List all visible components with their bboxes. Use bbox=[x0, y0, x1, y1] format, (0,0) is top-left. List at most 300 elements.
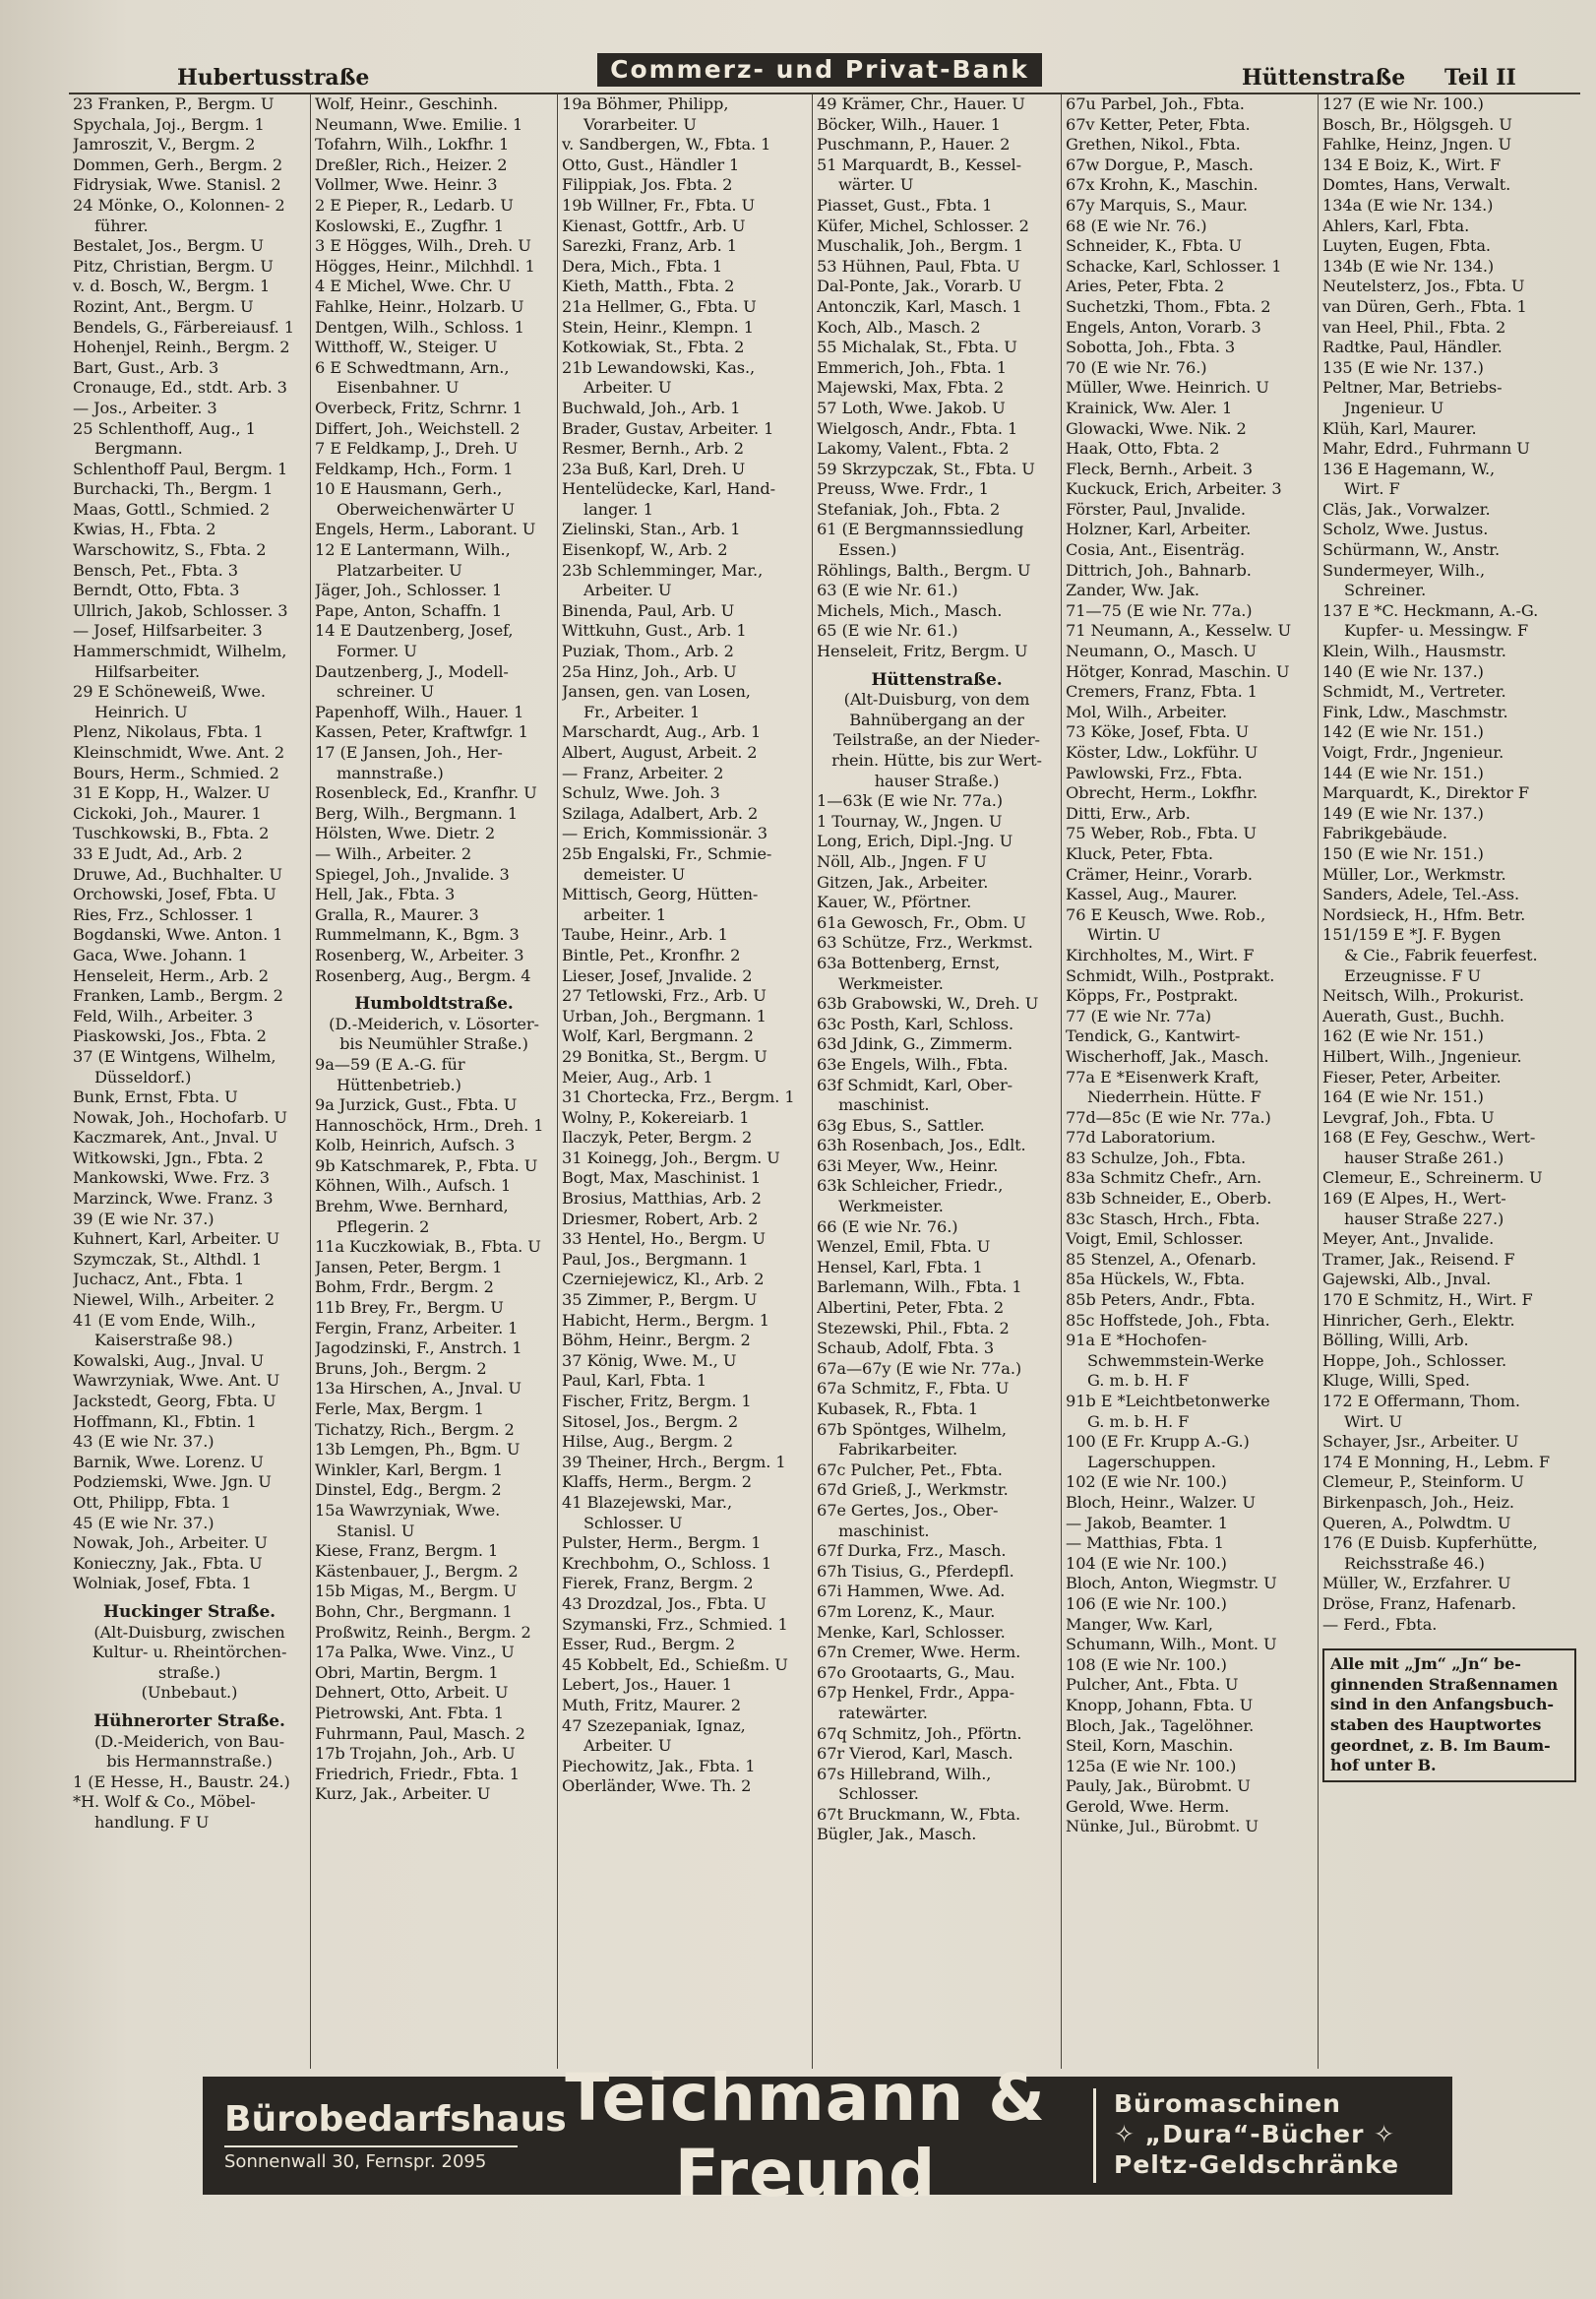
directory-entry: 1 (E Hesse, H., Baustr. 24.) bbox=[73, 1771, 290, 1791]
directory-entry: Müller, Lor., Werkmstr. bbox=[1322, 864, 1506, 884]
directory-entry: 35 Zimmer, P., Bergm. U bbox=[562, 1290, 758, 1310]
street-heading: Hüttenstraße. bbox=[871, 669, 1003, 690]
directory-entry: 67e Gertes, Jos., Ober- bbox=[817, 1500, 999, 1520]
directory-entry: Hammerschmidt, Wilhelm, bbox=[73, 642, 287, 661]
footer-right-line-1: Büromaschinen bbox=[1114, 2089, 1341, 2118]
directory-entry: Bestalet, Jos., Bergm. U bbox=[73, 236, 264, 256]
directory-entry: Overbeck, Fritz, Schrnr. 1 bbox=[315, 398, 523, 417]
directory-entry: Ahlers, Karl, Fbta. bbox=[1322, 216, 1470, 235]
directory-entry: 144 (E wie Nr. 151.) bbox=[1322, 763, 1484, 782]
directory-entry: 67h Tisius, G., Pferdepfl. bbox=[817, 1561, 1014, 1581]
directory-entry: Arbeiter. U bbox=[583, 581, 672, 600]
directory-entry: handlung. F U bbox=[94, 1812, 210, 1832]
directory-entry: Mahr, Edrd., Fuhrmann U bbox=[1322, 439, 1530, 459]
directory-entry: 66 (E wie Nr. 76.) bbox=[817, 1216, 958, 1236]
directory-entry: Czerniejewicz, Kl., Arb. 2 bbox=[562, 1270, 765, 1289]
directory-entry: Schaub, Adolf, Fbta. 3 bbox=[817, 1338, 995, 1358]
directory-entry: Spychala, Joj., Bergm. 1 bbox=[73, 114, 265, 134]
directory-entry: Maas, Gottl., Schmied. 2 bbox=[73, 499, 271, 519]
directory-entry: Kiese, Franz, Bergm. 1 bbox=[315, 1541, 499, 1561]
index-note-line: sind in den Anfangsbuch- bbox=[1330, 1695, 1554, 1714]
directory-entry: Fleck, Bernh., Arbeit. 3 bbox=[1066, 459, 1253, 478]
directory-entry: 83b Schneider, E., Oberb. bbox=[1066, 1189, 1272, 1209]
directory-entry: 31 E Kopp, H., Walzer. U bbox=[73, 783, 271, 803]
directory-entry: Dehnert, Otto, Arbeit. U bbox=[315, 1683, 509, 1703]
directory-entry: Szymczak, St., Althdl. 1 bbox=[73, 1249, 263, 1269]
directory-entry: Sarezki, Franz, Arb. 1 bbox=[562, 236, 737, 256]
directory-entry: Henseleit, Fritz, Bergm. U bbox=[817, 642, 1028, 661]
directory-entry: bis Hermannstraße.) bbox=[106, 1752, 273, 1771]
directory-entry: 134b (E wie Nr. 134.) bbox=[1322, 256, 1495, 276]
directory-entry: Hinricher, Gerh., Elektr. bbox=[1322, 1310, 1515, 1330]
column-1 bbox=[69, 94, 311, 2069]
directory-entry: Arbeiter. U bbox=[583, 378, 672, 398]
directory-entry: 63d Jdink, G., Zimmerm. bbox=[817, 1034, 1013, 1054]
directory-entry: Habicht, Herm., Bergm. 1 bbox=[562, 1310, 769, 1330]
directory-entry: 91b E *Leichtbetonwerke bbox=[1066, 1392, 1270, 1410]
directory-entry: Dautzenberg, J., Modell- bbox=[315, 661, 509, 681]
directory-entry: Kubasek, R., Fbta. 1 bbox=[817, 1399, 979, 1418]
directory-entry: Bosch, Br., Hölgsgeh. U bbox=[1322, 114, 1512, 134]
directory-entry: Neumann, Wwe. Emilie. 1 bbox=[315, 114, 523, 134]
directory-entry: Konieczny, Jak., Fbta. U bbox=[73, 1553, 263, 1573]
header-part-number: Teil II bbox=[1444, 65, 1516, 91]
column-4 bbox=[813, 94, 1062, 2069]
directory-entry: Hoffmann, Kl., Fbtin. 1 bbox=[73, 1411, 257, 1431]
directory-entry: 25 Schlenthoff, Aug., 1 bbox=[73, 418, 256, 438]
column-5 bbox=[1062, 94, 1319, 2069]
directory-entry: Nöll, Alb., Jngen. F U bbox=[817, 851, 987, 871]
directory-entry: 57 Loth, Wwe. Jakob. U bbox=[817, 398, 1006, 417]
directory-entry: Hüttenbetrieb.) bbox=[337, 1075, 461, 1094]
directory-entry: Cläs, Jak., Vorwalzer. bbox=[1322, 499, 1491, 519]
directory-entry: — Erich, Kommissionär. 3 bbox=[562, 824, 767, 843]
directory-entry: Fierek, Franz, Bergm. 2 bbox=[562, 1574, 754, 1593]
directory-entry: führer. bbox=[94, 216, 149, 235]
directory-entry: 170 E Schmitz, H., Wirt. F bbox=[1322, 1290, 1533, 1310]
directory-entry: Wirt. F bbox=[1344, 479, 1400, 499]
directory-entry: Jansen, gen. van Losen, bbox=[562, 682, 751, 702]
directory-entry: Buchwald, Joh., Arb. 1 bbox=[562, 398, 741, 417]
directory-entry: Tofahrn, Wilh., Lokfhr. 1 bbox=[315, 135, 510, 155]
directory-entry: Ilaczyk, Peter, Bergm. 2 bbox=[562, 1128, 753, 1148]
directory-entry: Hell, Jak., Fbta. 3 bbox=[315, 885, 456, 904]
directory-entry: Albertini, Peter, Fbta. 2 bbox=[817, 1298, 1005, 1318]
directory-entry: Scholz, Wwe. Justus. bbox=[1322, 520, 1489, 539]
directory-entry: Bloch, Jak., Tagelöhner. bbox=[1066, 1715, 1255, 1735]
directory-entry: 9b Katschmarek, P., Fbta. U bbox=[315, 1155, 538, 1175]
directory-entry: Wielgosch, Andr., Fbta. 1 bbox=[817, 418, 1018, 438]
directory-entry: Bölling, Willi, Arb. bbox=[1322, 1331, 1469, 1350]
directory-entry: 77 (E wie Nr. 77a) bbox=[1066, 1006, 1211, 1025]
directory-entry: Krainick, Ww. Aler. 1 bbox=[1066, 398, 1233, 417]
directory-entry: Klein, Wilh., Hausmstr. bbox=[1322, 642, 1506, 661]
directory-entry: Stanisl. U bbox=[337, 1521, 415, 1540]
directory-entry: 150 (E wie Nr. 151.) bbox=[1322, 843, 1484, 863]
directory-entry: Meyer, Ant., Jnvalide. bbox=[1322, 1229, 1495, 1249]
directory-entry: Klaffs, Herm., Bergm. 2 bbox=[562, 1472, 752, 1492]
directory-entry: Neitsch, Wilh., Prokurist. bbox=[1322, 986, 1524, 1006]
directory-entry: 85b Peters, Andr., Fbta. bbox=[1066, 1290, 1256, 1310]
directory-entry: Luyten, Eugen, Fbta. bbox=[1322, 236, 1491, 256]
directory-entry: Schlenthoff Paul, Bergm. 1 bbox=[73, 459, 288, 478]
directory-entry: maschinist. bbox=[838, 1095, 930, 1115]
directory-entry: 67y Marquis, S., Maur. bbox=[1066, 195, 1248, 215]
directory-entry: Bart, Gust., Arb. 3 bbox=[73, 357, 219, 377]
directory-entry: Bensch, Pet., Fbta. 3 bbox=[73, 560, 238, 580]
directory-entry: 67s Hillebrand, Wilh., bbox=[817, 1764, 992, 1783]
directory-entry: Kaiserstraße 98.) bbox=[94, 1331, 233, 1350]
directory-entry: Hentelüdecke, Karl, Hand- bbox=[562, 479, 775, 499]
directory-entry: Kurz, Jak., Arbeiter. U bbox=[315, 1784, 491, 1804]
directory-entry: Bloch, Heinr., Walzer. U bbox=[1066, 1492, 1256, 1512]
directory-entry: Cronauge, Ed., stdt. Arb. 3 bbox=[73, 378, 287, 398]
directory-entry: Köster, Ldw., Lokführ. U bbox=[1066, 743, 1258, 762]
directory-entry: Schumann, Wilh., Mont. U bbox=[1066, 1635, 1277, 1654]
directory-entry: Bohm, Frdr., Bergm. 2 bbox=[315, 1277, 494, 1297]
directory-entry: 31 Koinegg, Joh., Bergm. U bbox=[562, 1148, 780, 1167]
directory-entry: 63a Bottenberg, Ernst, bbox=[817, 953, 1001, 972]
directory-entry: hauser Straße 261.) bbox=[1344, 1148, 1504, 1167]
directory-entry: Peltner, Mar, Betriebs- bbox=[1322, 378, 1503, 398]
directory-entry: 67q Schmitz, Joh., Pförtn. bbox=[817, 1723, 1022, 1743]
directory-entry: Burchacki, Th., Bergm. 1 bbox=[73, 479, 274, 499]
directory-entry: Berg, Wilh., Bergmann. 1 bbox=[315, 803, 519, 823]
directory-entry: Marschardt, Aug., Arb. 1 bbox=[562, 722, 762, 742]
directory-entry: Juchacz, Ant., Fbta. 1 bbox=[73, 1270, 245, 1289]
directory-entry: straße.) bbox=[157, 1662, 221, 1682]
directory-entry: (Unbebaut.) bbox=[141, 1683, 238, 1703]
directory-entry: Sobotta, Joh., Fbta. 3 bbox=[1066, 338, 1236, 357]
directory-entry: Jäger, Joh., Schlosser. 1 bbox=[315, 581, 503, 600]
directory-entry: Pulster, Herm., Bergm. 1 bbox=[562, 1533, 762, 1553]
directory-entry: Obri, Martin, Bergm. 1 bbox=[315, 1662, 499, 1682]
directory-entry: Bours, Herm., Schmied. 2 bbox=[73, 763, 279, 782]
directory-entry: Zander, Ww. Jak. bbox=[1066, 581, 1199, 600]
directory-entry: Niederrhein. Hütte. F bbox=[1087, 1087, 1261, 1107]
directory-entry: 67n Cremer, Wwe. Herm. bbox=[817, 1643, 1021, 1662]
directory-entry: 63e Engels, Wilh., Fbta. bbox=[817, 1054, 1009, 1074]
directory-entry: 59 Skrzypczak, St., Fbta. U bbox=[817, 459, 1035, 478]
directory-entry: Resmer, Bernh., Arb. 2 bbox=[562, 439, 744, 459]
directory-entry: 11a Kuczkowiak, B., Fbta. U bbox=[315, 1237, 541, 1257]
directory-entry: 41 Blazejewski, Mar., bbox=[562, 1492, 732, 1512]
directory-entry: 43 Drozdzal, Jos., Fbta. U bbox=[562, 1593, 767, 1613]
directory-entry: Platzarbeiter. U bbox=[337, 560, 462, 580]
directory-entry: 140 (E wie Nr. 137.) bbox=[1322, 661, 1484, 681]
directory-entry: 63c Posth, Karl, Schloss. bbox=[817, 1014, 1014, 1033]
directory-entry: 15b Migas, M., Bergm. U bbox=[315, 1582, 518, 1601]
directory-entry: Koslowski, E., Zugfhr. 1 bbox=[315, 216, 504, 235]
directory-entry: Bügler, Jak., Masch. bbox=[817, 1825, 977, 1844]
directory-entry: Clemeur, E., Schreinerm. U bbox=[1322, 1168, 1543, 1188]
directory-entry: 169 (E Alpes, H., Wert- bbox=[1322, 1189, 1506, 1209]
directory-entry: *H. Wolf & Co., Möbel- bbox=[73, 1792, 256, 1812]
directory-entry: Stein, Heinr., Klempn. 1 bbox=[562, 317, 754, 337]
directory-entry: Former. U bbox=[337, 642, 417, 661]
directory-entry: Crämer, Heinr., Vorarb. bbox=[1066, 864, 1253, 884]
directory-entry: Bohn, Chr., Bergmann. 1 bbox=[315, 1601, 513, 1621]
directory-entry: Kuhnert, Karl, Arbeiter. U bbox=[73, 1229, 280, 1249]
directory-entry: Teilstraße, an der Nieder- bbox=[833, 730, 1040, 750]
directory-entry: Szilaga, Adalbert, Arb. 2 bbox=[562, 803, 759, 823]
directory-entry: 23a Buß, Karl, Dreh. U bbox=[562, 459, 746, 478]
column-3 bbox=[558, 94, 813, 2069]
directory-entry: Wolf, Heinr., Geschinh. bbox=[315, 94, 499, 113]
directory-entry: ratewärter. bbox=[838, 1703, 928, 1722]
directory-entry: Knopp, Johann, Fbta. U bbox=[1066, 1695, 1254, 1714]
directory-entry: Levgraf, Joh., Fbta. U bbox=[1322, 1107, 1495, 1127]
directory-entry: Bintle, Pet., Kronfhr. 2 bbox=[562, 945, 741, 964]
footer-brand-left: Bürobedarfshaus bbox=[224, 2099, 567, 2140]
directory-entry: Fidrysiak, Wwe. Stanisl. 2 bbox=[73, 175, 281, 195]
directory-entry: Pietrowski, Ant. Fbta. 1 bbox=[315, 1703, 504, 1722]
directory-entry: Gaca, Wwe. Johann. 1 bbox=[73, 945, 248, 964]
directory-entry: Marquardt, K., Direktor F bbox=[1322, 783, 1529, 803]
directory-entry: Haak, Otto, Fbta. 2 bbox=[1066, 439, 1220, 459]
directory-entry: hauser Straße.) bbox=[874, 771, 1000, 790]
directory-entry: Manger, Ww. Karl, bbox=[1066, 1614, 1213, 1634]
directory-entry: 176 (E Duisb. Kupferhütte, bbox=[1322, 1533, 1538, 1553]
directory-entry: 19b Willner, Fr., Fbta. U bbox=[562, 195, 756, 215]
directory-entry: G. m. b. H. F bbox=[1087, 1411, 1190, 1431]
directory-entry: Wittkuhn, Gust., Arb. 1 bbox=[562, 621, 747, 641]
directory-entry: 25b Engalski, Fr., Schmie- bbox=[562, 843, 772, 863]
directory-entry: Dal-Ponte, Jak., Vorarb. U bbox=[817, 277, 1022, 296]
directory-entry: Fergin, Franz, Arbeiter. 1 bbox=[315, 1318, 519, 1337]
directory-entry: Grethen, Nikol., Fbta. bbox=[1066, 135, 1241, 155]
directory-entry: Tramer, Jak., Reisend. F bbox=[1322, 1249, 1515, 1269]
directory-entry: Wirtin. U bbox=[1087, 925, 1161, 945]
directory-entry: Kupfer- u. Messingw. F bbox=[1344, 621, 1529, 641]
directory-entry: Druwe, Ad., Buchhalter. U bbox=[73, 864, 282, 884]
directory-entry: Cremers, Franz, Fbta. 1 bbox=[1066, 682, 1258, 702]
directory-entry: 61a Gewosch, Fr., Obm. U bbox=[817, 912, 1026, 932]
directory-entry: Podziemski, Wwe. Jgn. U bbox=[73, 1472, 272, 1492]
footer-left bbox=[203, 2099, 567, 2172]
directory-entry: 67t Bruckmann, W., Fbta. bbox=[817, 1804, 1021, 1824]
directory-entry: Pflegerin. 2 bbox=[337, 1216, 430, 1236]
directory-entry: Esser, Rud., Bergm. 2 bbox=[562, 1635, 736, 1654]
directory-entry: — Franz, Arbeiter. 2 bbox=[562, 763, 724, 782]
directory-entry: 67a Schmitz, F., Fbta. U bbox=[817, 1379, 1010, 1398]
directory-entry: Antonczik, Karl, Masch. 1 bbox=[817, 296, 1022, 316]
directory-entry: Köhnen, Wilh., Aufsch. 1 bbox=[315, 1176, 512, 1196]
directory-entry: 47 Szezepaniak, Ignaz, bbox=[562, 1715, 746, 1735]
directory-entry: Brader, Gustav, Arbeiter. 1 bbox=[562, 418, 774, 438]
street-heading: Huckinger Straße. bbox=[103, 1601, 276, 1622]
directory-entry: Pulcher, Ant., Fbta. U bbox=[1066, 1675, 1239, 1695]
index-note-box bbox=[1322, 1648, 1576, 1782]
directory-entry: Krechbohm, O., Schloss. 1 bbox=[562, 1553, 772, 1573]
directory-entry: Schmidt, Wilh., Postprakt. bbox=[1066, 965, 1275, 985]
directory-entry: Cickoki, Joh., Maurer. 1 bbox=[73, 803, 262, 823]
directory-entry: 65 (E wie Nr. 61.) bbox=[817, 621, 958, 641]
directory-entry: 83a Schmitz Chefr., Arn. bbox=[1066, 1168, 1262, 1188]
directory-entry: Müller, Wwe. Heinrich. U bbox=[1066, 378, 1269, 398]
directory-entry: 134 E Boiz, K., Wirt. F bbox=[1322, 155, 1502, 174]
directory-entry: 142 (E wie Nr. 151.) bbox=[1322, 722, 1484, 742]
directory-entry: Majewski, Max, Fbta. 2 bbox=[817, 378, 1005, 398]
directory-entry: Puschmann, P., Hauer. 2 bbox=[817, 135, 1011, 155]
directory-entry: 13a Hirschen, A., Jnval. U bbox=[315, 1379, 522, 1398]
directory-entry: 14 E Dautzenberg, Josef, bbox=[315, 621, 514, 641]
directory-entry: Pauly, Jak., Bürobmt. U bbox=[1066, 1776, 1251, 1796]
directory-entry: 37 (E Wintgens, Wilhelm, bbox=[73, 1046, 276, 1066]
directory-entry: Hilfsarbeiter. bbox=[94, 661, 201, 681]
directory-entry: 27 Tetlowski, Frz., Arb. U bbox=[562, 986, 767, 1006]
directory-entry: Kwias, H., Fbta. 2 bbox=[73, 520, 216, 539]
column-2 bbox=[311, 94, 558, 2069]
directory-entry: 63k Schleicher, Friedr., bbox=[817, 1176, 1004, 1196]
directory-entry: Jamroszit, V., Bergm. 2 bbox=[73, 135, 256, 155]
directory-entry: 172 E Offermann, Thom. bbox=[1322, 1392, 1520, 1410]
directory-entry: Henseleit, Herm., Arb. 2 bbox=[73, 965, 269, 985]
directory-entry: Berndt, Otto, Fbta. 3 bbox=[73, 581, 240, 600]
directory-entry: 43 (E wie Nr. 37.) bbox=[73, 1432, 215, 1452]
directory-entry: Jagodzinski, F., Anstrch. 1 bbox=[315, 1338, 522, 1358]
directory-entry: Niewel, Wilh., Arbeiter. 2 bbox=[73, 1290, 275, 1310]
directory-entry: — Wilh., Arbeiter. 2 bbox=[315, 843, 472, 863]
directory-entry: Jansen, Peter, Bergm. 1 bbox=[315, 1257, 503, 1276]
directory-entry: 134a (E wie Nr. 134.) bbox=[1322, 195, 1494, 215]
directory-entry: Reichsstraße 46.) bbox=[1344, 1553, 1485, 1573]
directory-entry: 17a Palka, Wwe. Vinz., U bbox=[315, 1643, 515, 1662]
directory-entry: Lakomy, Valent., Fbta. 2 bbox=[817, 439, 1010, 459]
street-heading: Humboldtstraße. bbox=[354, 994, 514, 1015]
directory-entry: 125a (E wie Nr. 100.) bbox=[1066, 1756, 1237, 1775]
directory-entry: 53 Hühnen, Paul, Fbta. U bbox=[817, 256, 1020, 276]
directory-entry: Kienast, Gottfr., Arb. U bbox=[562, 216, 746, 235]
directory-entry: Nowak, Joh., Arbeiter. U bbox=[73, 1533, 268, 1553]
directory-entry: Paul, Karl, Fbta. 1 bbox=[562, 1371, 707, 1391]
directory-entry: — Matthias, Fbta. 1 bbox=[1066, 1533, 1224, 1553]
directory-entry: 67a—67y (E wie Nr. 77a.) bbox=[817, 1358, 1022, 1378]
directory-entry: bis Neumühler Straße.) bbox=[339, 1034, 528, 1054]
directory-entry: 67d Grieß, J., Werkmstr. bbox=[817, 1480, 1009, 1500]
directory-entry: Holzner, Karl, Arbeiter. bbox=[1066, 520, 1252, 539]
directory-entry: Winkler, Karl, Bergm. 1 bbox=[315, 1460, 503, 1479]
directory-entry: 63b Grabowski, W., Dreh. U bbox=[817, 994, 1039, 1014]
directory-entry: Barlemann, Wilh., Fbta. 1 bbox=[817, 1277, 1022, 1297]
directory-entry: Kauer, W., Pförtner. bbox=[817, 893, 972, 912]
directory-entry: Oberweichenwärter U bbox=[337, 499, 516, 519]
directory-entry: v. Sandbergen, W., Fbta. 1 bbox=[562, 135, 771, 155]
directory-entry: Fieser, Peter, Arbeiter. bbox=[1322, 1067, 1502, 1087]
directory-entry: 85a Hückels, W., Fbta. bbox=[1066, 1270, 1246, 1289]
directory-entry: 3 E Högges, Wilh., Dreh. U bbox=[315, 236, 531, 256]
directory-entry: 15a Wawrzyniak, Wwe. bbox=[315, 1500, 501, 1520]
directory-entry: 100 (E Fr. Krupp A.-G.) bbox=[1066, 1432, 1250, 1452]
directory-entry: Vollmer, Wwe. Heinr. 3 bbox=[315, 175, 498, 195]
directory-entry: Long, Erich, Dipl.-Jng. U bbox=[817, 832, 1013, 851]
directory-entry: Högges, Heinr., Milchhdl. 1 bbox=[315, 256, 535, 276]
directory-entry: 108 (E wie Nr. 100.) bbox=[1066, 1654, 1227, 1674]
directory-entry: 17b Trojahn, Joh., Arb. U bbox=[315, 1744, 516, 1764]
directory-entry: 61 (E Bergmannssiedlung bbox=[817, 520, 1024, 539]
footer-right bbox=[1093, 2088, 1452, 2183]
directory-entry: 67c Pulcher, Pet., Fbta. bbox=[817, 1460, 1003, 1479]
footer-right-line-3: Peltz-Geldschränke bbox=[1114, 2150, 1400, 2179]
directory-entry: Muschalik, Joh., Bergm. 1 bbox=[817, 236, 1024, 256]
directory-entry: Obrecht, Herm., Lokfhr. bbox=[1066, 783, 1258, 803]
directory-entry: Vorarbeiter. U bbox=[583, 114, 697, 134]
directory-entry: (Alt-Duisburg, zwischen bbox=[93, 1622, 285, 1642]
directory-entry: Bogdanski, Wwe. Anton. 1 bbox=[73, 925, 283, 945]
directory-entry: 45 (E wie Nr. 37.) bbox=[73, 1513, 215, 1532]
directory-entry: Proßwitz, Reinh., Bergm. 2 bbox=[315, 1622, 531, 1642]
footer-address: Sonnenwall 30, Fernspr. 2095 bbox=[224, 2145, 518, 2172]
directory-entry: 29 E Schöneweiß, Wwe. bbox=[73, 682, 266, 702]
directory-entry: 24 Mönke, O., Kolonnen- 2 bbox=[73, 195, 285, 215]
directory-entry: Voigt, Emil, Schlosser. bbox=[1066, 1229, 1244, 1249]
directory-entry: Dittrich, Joh., Bahnarb. bbox=[1066, 560, 1252, 580]
directory-entry: 151/159 E *J. F. Bygen bbox=[1322, 925, 1502, 945]
directory-entry: 23b Schlemminger, Mar., bbox=[562, 560, 764, 580]
directory-entry: 7 E Feldkamp, J., Dreh. U bbox=[315, 439, 519, 459]
directory-entry: 33 E Judt, Ad., Arb. 2 bbox=[73, 843, 243, 863]
directory-entry: van Düren, Gerh., Fbta. 1 bbox=[1322, 296, 1527, 316]
directory-entry: Neumann, O., Masch. U bbox=[1066, 642, 1257, 661]
directory-entry: 19a Böhmer, Philipp, bbox=[562, 94, 729, 113]
directory-entry: Kultur- u. Rheintörchen- bbox=[92, 1643, 287, 1662]
directory-entry: schreiner. U bbox=[337, 682, 434, 702]
directory-entry: Fahlke, Heinz, Jngen. U bbox=[1322, 135, 1512, 155]
directory-entry: 135 (E wie Nr. 137.) bbox=[1322, 357, 1484, 377]
directory-entry: Mol, Wilh., Arbeiter. bbox=[1066, 702, 1227, 721]
directory-entry: Mankowski, Wwe. Frz. 3 bbox=[73, 1168, 270, 1188]
directory-entry: (D.-Meiderich, v. Lösorter- bbox=[329, 1014, 539, 1033]
directory-entry: Brehm, Wwe. Bernhard, bbox=[315, 1197, 509, 1216]
directory-entry: Engels, Herm., Laborant. U bbox=[315, 520, 536, 539]
directory-entry: 162 (E wie Nr. 151.) bbox=[1322, 1026, 1484, 1046]
directory-entry: Schayer, Jsr., Arbeiter. U bbox=[1322, 1432, 1519, 1452]
directory-entry: Fischer, Fritz, Bergm. 1 bbox=[562, 1392, 752, 1410]
directory-entry: Gajewski, Alb., Jnval. bbox=[1322, 1270, 1492, 1289]
directory-entry: Ferle, Max, Bergm. 1 bbox=[315, 1399, 484, 1418]
directory-entry: Köpps, Fr., Postprakt. bbox=[1066, 986, 1239, 1006]
directory-entry: Steil, Korn, Maschin. bbox=[1066, 1736, 1234, 1756]
directory-entry: 63h Rosenbach, Jos., Edlt. bbox=[817, 1136, 1026, 1155]
directory-entry: langer. 1 bbox=[583, 499, 653, 519]
directory-entry: 83 Schulze, Joh., Fbta. bbox=[1066, 1148, 1247, 1167]
directory-entry: Barnik, Wwe. Lorenz. U bbox=[73, 1452, 264, 1471]
index-note-line: staben des Hauptwortes bbox=[1330, 1714, 1542, 1734]
directory-entry: 49 Krämer, Chr., Hauer. U bbox=[817, 94, 1025, 113]
directory-entry: 76 E Keusch, Wwe. Rob., bbox=[1066, 904, 1266, 924]
directory-entry: Rummelmann, K., Bgm. 3 bbox=[315, 925, 520, 945]
directory-entry: Ullrich, Jakob, Schlosser. 3 bbox=[73, 600, 288, 620]
column-6 bbox=[1319, 94, 1580, 2069]
directory-entry: 63f Schmidt, Karl, Ober- bbox=[817, 1075, 1013, 1094]
directory-entry: 17 (E Jansen, Joh., Her- bbox=[315, 743, 503, 762]
directory-entry: 127 (E wie Nr. 100.) bbox=[1322, 94, 1484, 113]
directory-entry: Gralla, R., Maurer. 3 bbox=[315, 904, 479, 924]
directory-entry: Hölsten, Wwe. Dietr. 2 bbox=[315, 824, 496, 843]
header-left-street: Hubertusstraße bbox=[177, 65, 370, 91]
directory-entry: Wenzel, Emil, Fbta. U bbox=[817, 1237, 991, 1257]
directory-entry: Koch, Alb., Masch. 2 bbox=[817, 317, 981, 337]
directory-entry: Kästenbauer, J., Bergm. 2 bbox=[315, 1561, 519, 1581]
directory-entry: Fabrikgebäude. bbox=[1322, 824, 1447, 843]
index-note-line: ginnenden Straßennamen bbox=[1330, 1674, 1559, 1694]
directory-entry: 174 E Monning, H., Lebm. F bbox=[1322, 1452, 1550, 1471]
directory-entry: Wischerhoff, Jak., Masch. bbox=[1066, 1046, 1269, 1066]
directory-entry: Dreßler, Rich., Heizer. 2 bbox=[315, 155, 508, 174]
directory-entry: Fr., Arbeiter. 1 bbox=[583, 702, 701, 721]
directory-entry: 9a—59 (E A.-G. für bbox=[315, 1054, 465, 1074]
directory-entry: Piasset, Gust., Fbta. 1 bbox=[817, 195, 993, 215]
